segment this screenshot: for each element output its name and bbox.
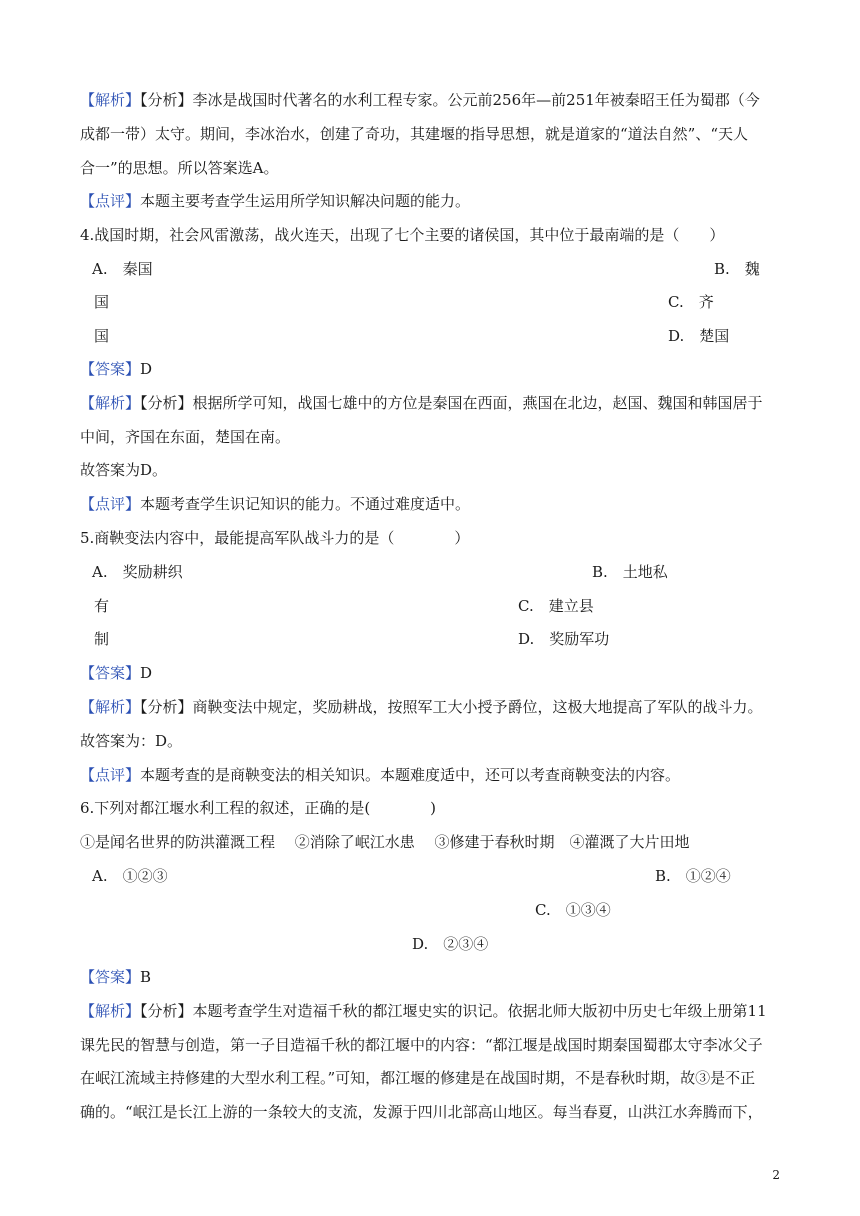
jiexi-tag: 【解析】 (80, 91, 141, 109)
page-number: 2 (772, 1168, 780, 1182)
q5-option-c: C. 建立县 (518, 597, 594, 615)
q6-analysis-line-3: 在岷江流域主持修建的大型水利工程。”可知，都江堰的修建是在战国时期，不是春秋时期，故③是不正 (80, 1069, 756, 1087)
q4-option-c-wrap: 国 (94, 327, 110, 345)
q5-option-b-wrap: 有 (94, 597, 110, 615)
jiexi-tag: 【解析】 (80, 1002, 141, 1020)
dianping-tag: 【点评】 (80, 495, 141, 513)
dianping-tag: 【点评】 (80, 766, 141, 784)
q6-answer: 【答案】B (80, 968, 152, 986)
q5-option-a: A. 奖励耕织 (92, 563, 183, 581)
daan-tag: 【答案】 (80, 664, 141, 682)
q3-comment: 【点评】本题主要考查学生运用所学知识解决问题的能力。 (80, 192, 471, 210)
q4-analysis-line-1: 【解析】【分析】根据所学可知，战国七雄中的方位是秦国在西面，燕国在北边，赵国、魏国和韩国居于 (80, 394, 763, 412)
q6-stem: 6.下列对都江堰水利工程的叙述，正确的是( ) (80, 799, 437, 817)
q6-option-c: C. ①③④ (535, 901, 611, 919)
q5-comment: 【点评】本题考查的是商鞅变法的相关知识。本题难度适中，还可以考查商鞅变法的内容。 (80, 766, 681, 784)
q5-analysis-line-1: 【解析】【分析】商鞅变法中规定，奖励耕战，按照军工大小授予爵位，这极大地提高了军队的战斗力。 (80, 698, 763, 716)
daan-tag: 【答案】 (80, 360, 141, 378)
q5-option-b: B. 土地私 (592, 563, 668, 581)
q5-option-d: D. 奖励军功 (518, 630, 610, 648)
q4-option-a: A. 秦国 (92, 260, 153, 278)
q6-option-d: D. ②③④ (412, 935, 489, 953)
q6-analysis-line-2: 课先民的智慧与创造，第一子目造福千秋的都江堰中的内容：“都江堰是战国时期秦国蜀郡太守李冰父子 (80, 1036, 763, 1054)
q3-analysis-line-3: 合一”的思想。所以答案选A。 (80, 159, 279, 177)
q6-analysis-line-1: 【解析】【分析】本题考查学生对造福千秋的都江堰史实的识记。依据北师大版初中历史七年级上册第11 (80, 1002, 767, 1020)
q6-analysis-line-4: 确的。“岷江是长江上游的一条较大的支流，发源于四川北部高山地区。每当春夏，山洪江水奔腾而下， (80, 1103, 763, 1121)
q4-option-d: D. 楚国 (668, 327, 730, 345)
q6-option-b: B. ①②④ (655, 867, 731, 885)
q4-analysis-line-3: 故答案为D。 (80, 461, 168, 479)
q3-analysis-line-1: 【解析】【分析】李冰是战国时代著名的水利工程专家。公元前256年—前251年被秦昭王任为蜀郡（今 (80, 91, 760, 109)
q5-answer: 【答案】D (80, 664, 153, 682)
daan-tag: 【答案】 (80, 968, 141, 986)
q4-comment: 【点评】本题考查学生识记知识的能力。不通过难度适中。 (80, 495, 471, 513)
q4-stem: 4.战国时期，社会风雷激荡，战火连天，出现了七个主要的诸侯国，其中位于最南端的是（ ） (80, 226, 725, 244)
q6-option-a: A. ①②③ (92, 867, 168, 885)
q4-option-b: B. 魏 (714, 260, 760, 278)
jiexi-tag: 【解析】 (80, 394, 141, 412)
q4-analysis-line-2: 中间，齐国在东面，楚国在南。 (80, 428, 291, 446)
q5-option-c-wrap: 制 (94, 630, 110, 648)
q3-analysis-line-2: 成都一带）太守。期间，李冰治水，创建了奇功，其建堰的指导思想，就是道家的“道法自然”、“天人 (80, 125, 749, 143)
q5-analysis-line-2: 故答案为：D。 (80, 732, 183, 750)
q6-statements: ①是闻名世界的防洪灌溉工程 ②消除了岷江水患 ③修建于春秋时期 ④灌溉了大片田地 (80, 833, 690, 851)
dianping-tag: 【点评】 (80, 192, 141, 210)
q4-answer: 【答案】D (80, 360, 153, 378)
jiexi-tag: 【解析】 (80, 698, 141, 716)
q4-option-c: C. 齐 (668, 293, 714, 311)
q5-stem: 5.商鞅变法内容中，最能提高军队战斗力的是（ ） (80, 529, 470, 547)
q4-option-b-wrap: 国 (94, 293, 110, 311)
